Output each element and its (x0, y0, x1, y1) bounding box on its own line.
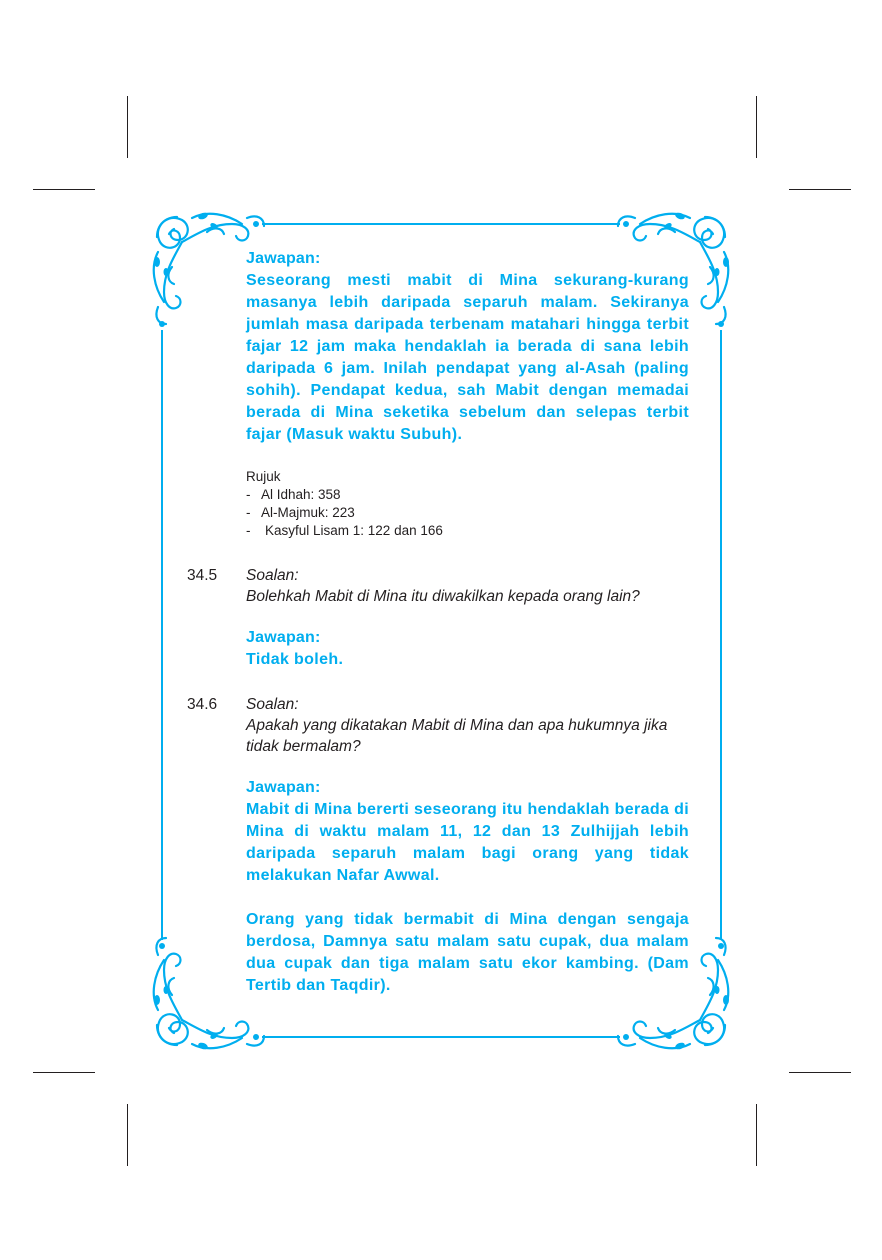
question-text: Apakah yang dikatakan Mabit di Mina dan apa hukumnya jika tidak bermalam? (246, 717, 668, 755)
reference-item: - Al-Majmuk: 223 (246, 505, 355, 520)
question-number: 34.6 (187, 696, 218, 713)
answer-body-2: Orang yang tidak bermabit di Mina dengan sengaja berdosa, Damnya satu malam satu cupak, dua malam dua cupak dan tiga malam satu ekor kambing. (Dam Tertib dan Taqdir). (246, 911, 689, 994)
page-content (187, 248, 689, 997)
reference-item: - Kasyful Lisam 1: 122 dan 166 (246, 523, 443, 538)
question-number: 34.5 (187, 567, 218, 584)
answer-heading: Jawapan: (246, 250, 321, 267)
references (246, 468, 689, 540)
answer-heading: Jawapan: (246, 779, 321, 796)
answer-heading: Jawapan: (246, 629, 321, 646)
answer-body: Tidak boleh. (246, 651, 344, 668)
answer-body: Seseorang mesti mabit di Mina sekurang-kurang masanya lebih daripada separuh malam. Sekiranya jumlah masa daripada terbenam matahari hingga terbit fajar 12 jam maka hendaklah ia berada di sana lebih daripada 6 jam. Inilah pendapat yang al-Asah (paling sohih). Pendapat kedua, sah Mabit dengan memadai berada di Mina seketika sebelum dan selepas terbit fajar (Masuk waktu Subuh). (246, 272, 689, 443)
answer-body: Mabit di Mina bererti seseorang itu hendaklah berada di Mina di waktu malam 11, 12 dan 13 Zulhijjah lebih daripada separuh malam bagi orang yang tidak melakukan Nafar Awwal. (246, 801, 689, 884)
question-text: Bolehkah Mabit di Mina itu diwakilkan kepada orang lain? (246, 588, 640, 605)
question-34-6 (187, 694, 689, 997)
reference-item: - Al Idhah: 358 (246, 487, 341, 502)
question-34-5 (187, 565, 689, 671)
references-heading: Rujuk (246, 469, 281, 484)
question-label: Soalan: (246, 567, 299, 584)
answer-intro (246, 248, 689, 446)
question-label: Soalan: (246, 696, 299, 713)
